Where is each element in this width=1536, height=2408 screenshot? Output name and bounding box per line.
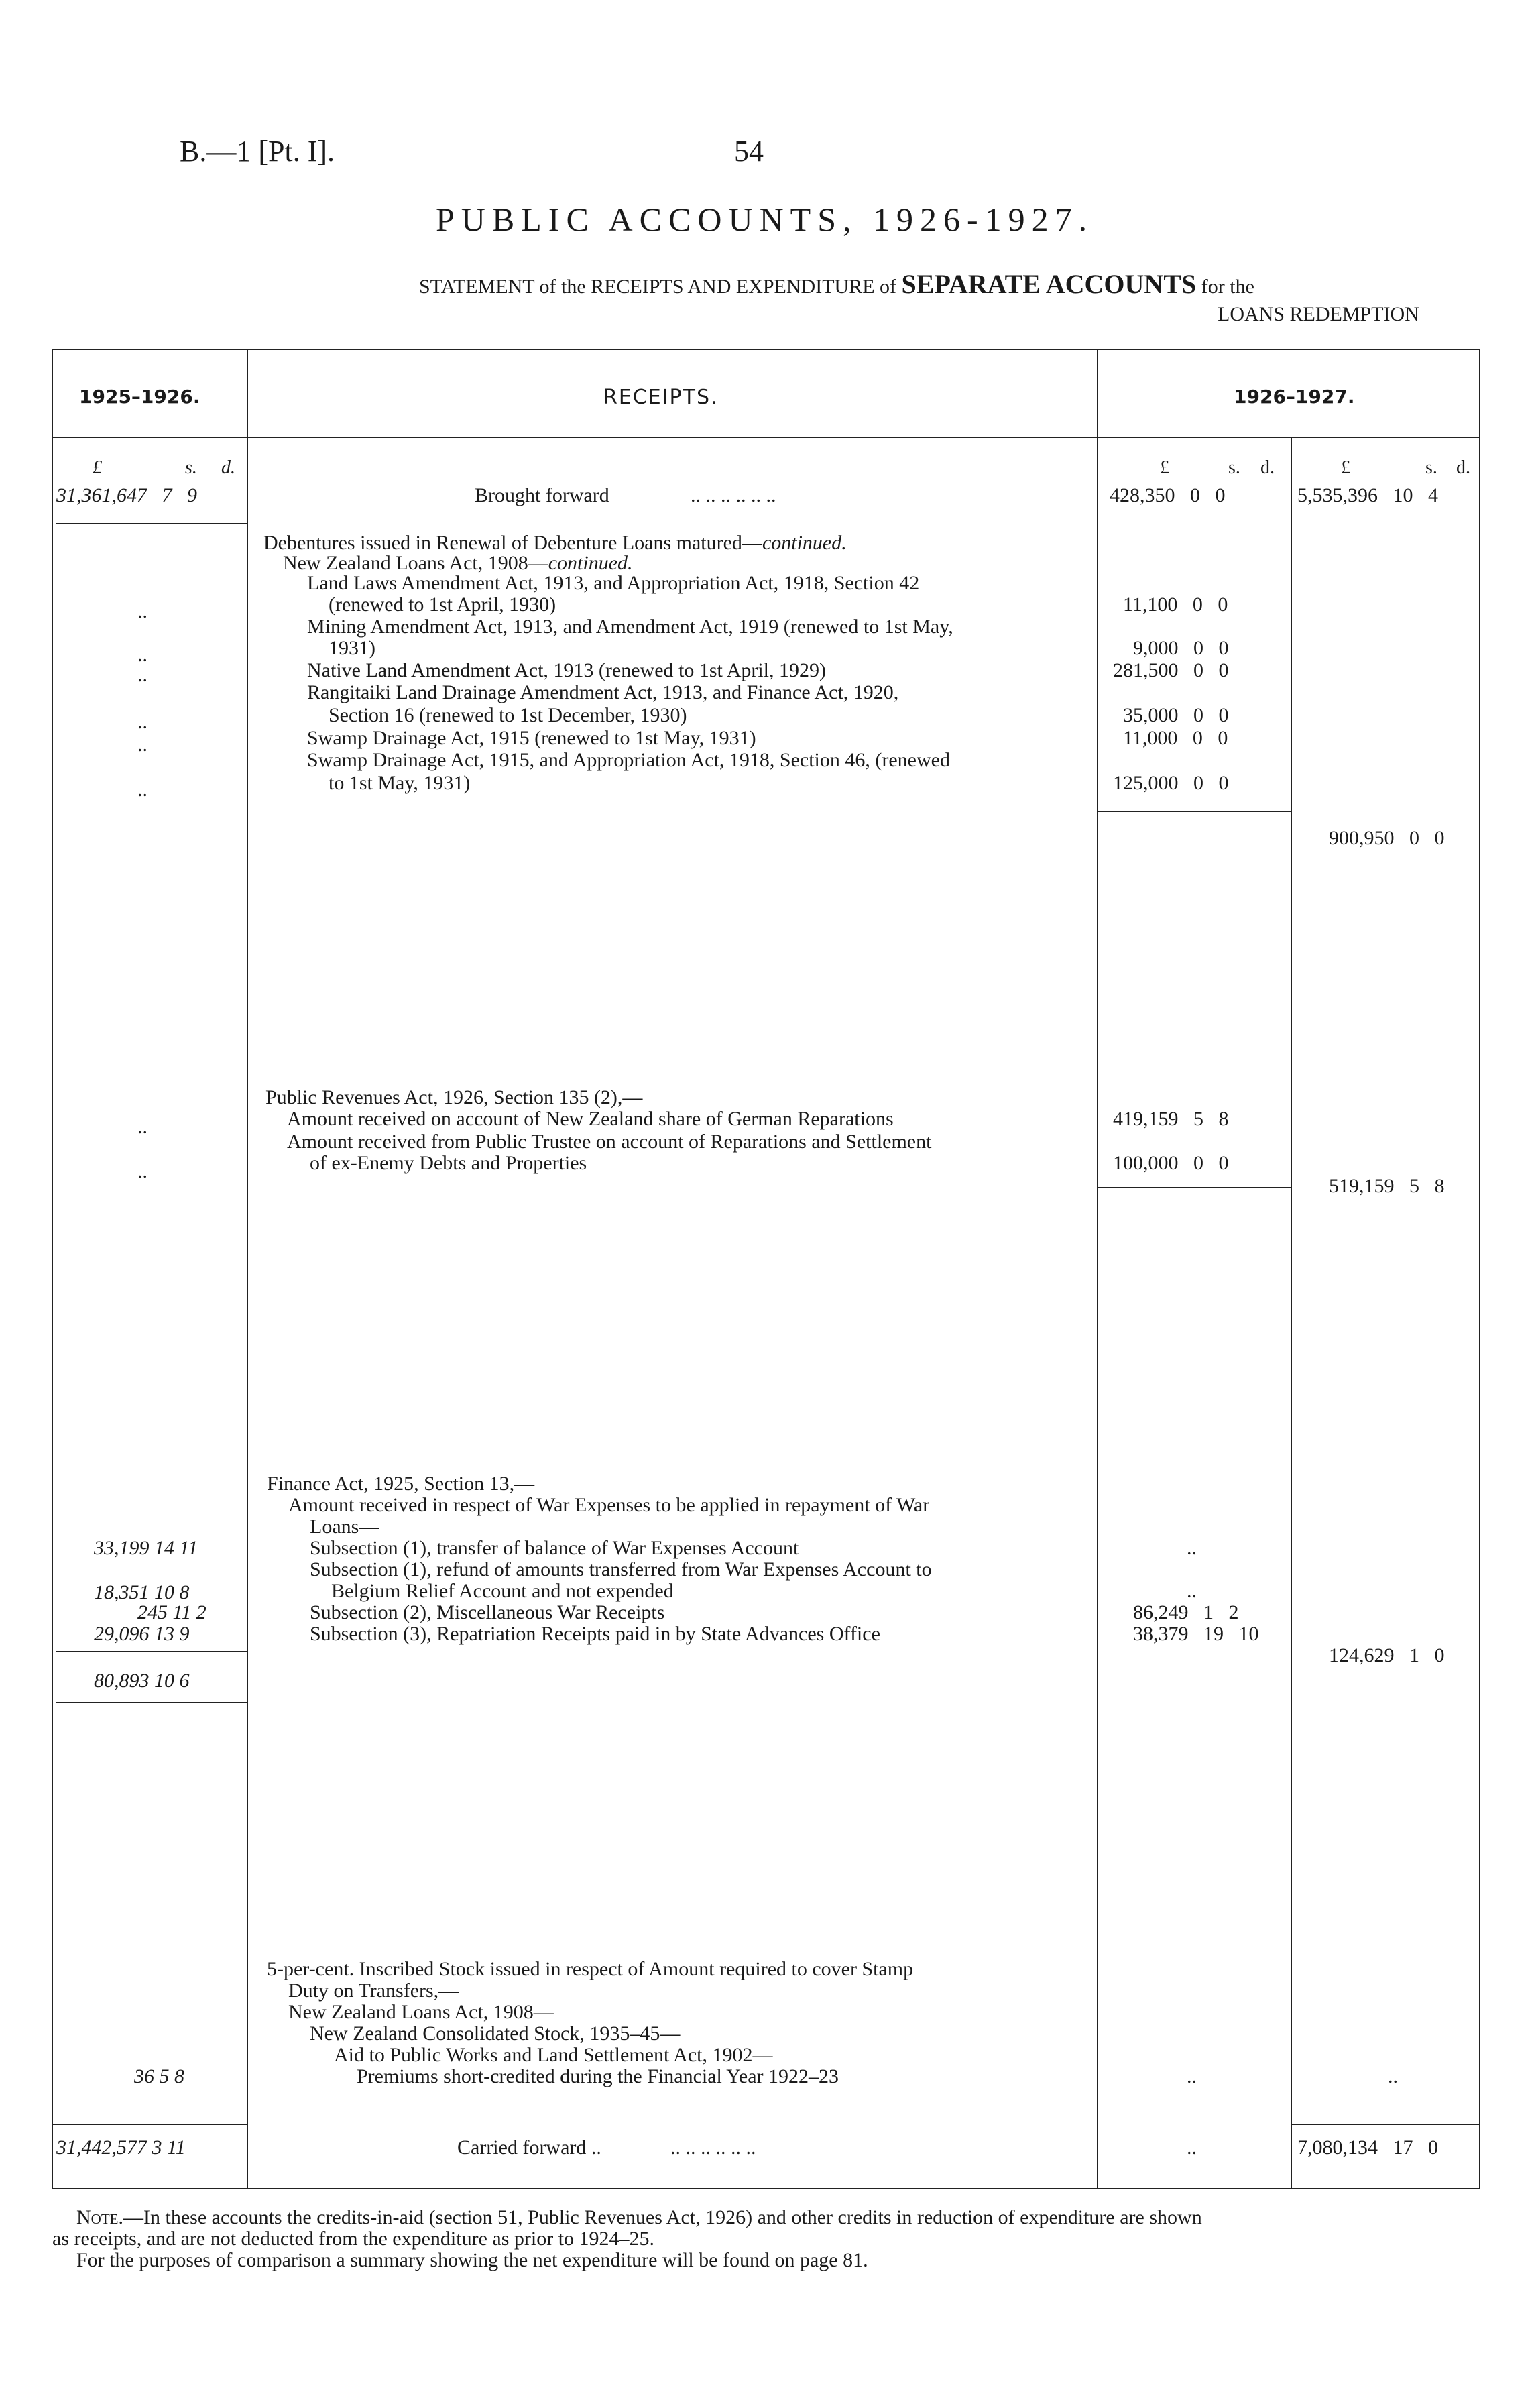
section3-sub-line2: Loans— xyxy=(310,1515,379,1538)
amount-pounds: 125,000 xyxy=(1113,772,1179,794)
section2-total xyxy=(1329,1175,1445,1198)
inner-pence: 0 xyxy=(1215,484,1226,506)
outer-pounds: 7,080,134 xyxy=(1297,2136,1378,2159)
section1-item-1-amount xyxy=(1123,593,1228,616)
col-divider-prev xyxy=(247,349,248,2189)
total-shillings: 5 xyxy=(1409,1175,1419,1197)
carried-forward-prev: 31,442,577 3 11 xyxy=(56,2136,186,2159)
prev-dots: .. xyxy=(137,600,147,622)
amount-pence: 0 xyxy=(1218,593,1228,616)
section1-sub-continued: continued. xyxy=(548,552,633,574)
amount-pence: 0 xyxy=(1218,704,1229,726)
amount-pounds: 11,100 xyxy=(1123,593,1178,616)
brought-forward-outer xyxy=(1297,484,1438,507)
section3-item-1-prev: 33,199 14 11 xyxy=(94,1537,198,1559)
note-line2: as receipts, and are not deducted from the expenditure as prior to 1924–25. xyxy=(52,2228,655,2250)
amount-pounds: 86,249 xyxy=(1133,1601,1189,1623)
section1-item-2-line1: Mining Amendment Act, 1913, and Amendment Act, 1919 (renewed to 1st May, xyxy=(307,616,953,638)
statement-subtitle xyxy=(419,268,1254,300)
amount-shillings: 0 xyxy=(1193,637,1203,659)
col-divider-inner xyxy=(1291,437,1292,2189)
section3-item-3-line1: Subsection (2), Miscellaneous War Receipts xyxy=(310,1601,665,1623)
page-title: PUBLIC ACCOUNTS, 1926-1927. xyxy=(436,200,1094,238)
outer-pounds: 5,535,396 xyxy=(1297,484,1378,506)
section4-line1: 5-per-cent. Inscribed Stock issued in respect of Amount required to cover Stamp xyxy=(267,1958,914,1980)
table-bottom-rule xyxy=(52,2188,1480,2189)
leader-dots: .. .. .. .. .. .. xyxy=(670,2136,756,2159)
section1-subtotal-rule xyxy=(1097,811,1291,812)
section2-item-2-amount xyxy=(1113,1152,1229,1175)
inner-shillings: 0 xyxy=(1190,484,1200,506)
note-line3: For the purposes of comparison a summary showing the net expenditure will be found on page 81. xyxy=(76,2249,868,2271)
section4-outer: .. xyxy=(1388,2065,1398,2087)
outer-currency-pound: £ xyxy=(1341,457,1350,478)
subtitle-prefix: STATEMENT of the RECEIPTS AND EXPENDITURE of xyxy=(419,276,897,298)
amount-shillings: 19 xyxy=(1203,1623,1224,1645)
amount-shillings: 0 xyxy=(1192,593,1203,616)
amount-pounds: 100,000 xyxy=(1113,1152,1179,1174)
section3-item-4-line1: Subsection (3), Repatriation Receipts paid in by State Advances Office xyxy=(310,1623,880,1645)
section4-inner: .. xyxy=(1187,2065,1197,2087)
inner-pounds: 428,350 xyxy=(1110,484,1175,506)
section3-item-4-amount xyxy=(1133,1623,1259,1646)
section1-item-3-line1: Native Land Amendment Act, 1913 (renewed to 1st April, 1929) xyxy=(307,659,827,681)
total-pounds: 124,629 xyxy=(1329,1644,1395,1666)
section3-item-2-prev-b: 245 11 2 xyxy=(137,1601,206,1623)
total-pounds: 900,950 xyxy=(1329,827,1395,849)
prev-dots: .. xyxy=(137,1160,147,1182)
section1-item-5-amount xyxy=(1123,727,1228,750)
statement-subtitle-line2: LOANS REDEMPTION xyxy=(1218,303,1419,325)
section4-line4: New Zealand Consolidated Stock, 1935–45— xyxy=(310,2022,681,2045)
prev-dots: .. xyxy=(137,664,147,686)
carried-forward-outer xyxy=(1297,2136,1438,2159)
total-shillings: 1 xyxy=(1409,1644,1419,1666)
section3-item-2-line1: Subsection (1), refund of amounts transferred from War Expenses Account to xyxy=(310,1558,932,1581)
section3-heading: Finance Act, 1925, Section 13,— xyxy=(267,1473,535,1495)
prev-pence: 9 xyxy=(187,484,197,506)
section1-sub-text: New Zealand Loans Act, 1908— xyxy=(283,552,548,574)
total-pounds: 519,159 xyxy=(1329,1175,1395,1197)
section3-sub-line1: Amount received in respect of War Expenses to be applied in repayment of War xyxy=(288,1494,930,1516)
table-left-rule xyxy=(52,349,53,2189)
section1-heading-continued: continued. xyxy=(762,532,847,554)
section2-heading: Public Revenues Act, 1926, Section 135 (2),— xyxy=(265,1086,643,1108)
prev-dots: .. xyxy=(137,779,147,801)
column-header-curr-year: 1926–1927. xyxy=(1234,386,1355,408)
subtitle-bold: SEPARATE ACCOUNTS xyxy=(901,269,1197,299)
section1-item-3-amount xyxy=(1113,659,1229,682)
prev-dots: .. xyxy=(137,1116,147,1138)
carried-forward-inner: .. xyxy=(1187,2136,1197,2159)
section3-prev-rule-top xyxy=(56,1651,247,1652)
brought-forward-label: Brought forward xyxy=(475,484,609,506)
carried-outer-rule-top xyxy=(1291,2124,1479,2125)
section3-prev-rule-bottom xyxy=(56,1702,247,1703)
section3-item-1-inner: .. xyxy=(1187,1537,1197,1559)
amount-shillings: 0 xyxy=(1193,772,1203,794)
prev-currency-pound: £ xyxy=(93,457,102,478)
header-bottom-rule xyxy=(52,437,1480,438)
amount-pounds: 35,000 xyxy=(1123,704,1179,726)
section1-item-2-amount xyxy=(1133,637,1229,660)
prev-dots: .. xyxy=(137,644,147,666)
brought-forward-inner xyxy=(1110,484,1226,507)
note-text: —In these accounts the credits-in-aid (section 51, Public Revenues Act, 1926) and other credits in reduction of expenditure are shown xyxy=(123,2206,1202,2228)
section1-heading xyxy=(263,532,847,555)
amount-pounds: 9,000 xyxy=(1133,637,1179,659)
outer-shillings: 17 xyxy=(1393,2136,1413,2159)
column-header-prev-year: 1925–1926. xyxy=(79,386,200,408)
prev-rule xyxy=(56,523,247,524)
outer-pence: 4 xyxy=(1428,484,1438,506)
section4-line5: Aid to Public Works and Land Settlement Act, 1902— xyxy=(334,2044,773,2066)
outer-currency-pence: d. xyxy=(1456,457,1470,478)
carried-forward-label: Carried forward .. xyxy=(457,2136,601,2159)
note-line1 xyxy=(76,2206,1202,2229)
page-number: 54 xyxy=(734,135,764,168)
inner-currency-pence: d. xyxy=(1260,457,1275,478)
col-divider-receipts xyxy=(1097,349,1098,2189)
leader-dots: .. .. .. .. .. .. xyxy=(691,484,776,506)
amount-shillings: 5 xyxy=(1193,1108,1203,1130)
section4-line6: Premiums short-credited during the Financial Year 1922–23 xyxy=(357,2065,839,2087)
section3-item-1-line1: Subsection (1), transfer of balance of War Expenses Account xyxy=(310,1537,799,1559)
table-top-rule xyxy=(52,349,1480,350)
section1-item-4-amount xyxy=(1123,704,1229,727)
section3-item-3-amount xyxy=(1133,1601,1239,1624)
total-pence: 8 xyxy=(1434,1175,1445,1197)
section1-total xyxy=(1329,827,1445,850)
section4-prev: 36 5 8 xyxy=(134,2065,184,2087)
amount-shillings: 0 xyxy=(1192,727,1203,749)
amount-pence: 0 xyxy=(1218,772,1229,794)
section3-prev-total: 80,893 10 6 xyxy=(94,1670,190,1692)
amount-pounds: 419,159 xyxy=(1113,1108,1179,1130)
section2-subtotal-rule xyxy=(1097,1187,1291,1188)
prev-dots: .. xyxy=(137,711,147,733)
table-right-rule xyxy=(1479,349,1480,2189)
total-pence: 0 xyxy=(1434,1644,1445,1666)
prev-pounds: 31,361,647 xyxy=(56,484,147,506)
section1-item-2-line2: 1931) xyxy=(329,637,375,659)
section1-heading-text: Debentures issued in Renewal of Debenture Loans matured— xyxy=(263,532,762,554)
amount-pence: 10 xyxy=(1238,1623,1259,1645)
amount-pence: 8 xyxy=(1218,1108,1229,1130)
amount-pounds: 38,379 xyxy=(1133,1623,1189,1645)
section1-item-4-line2: Section 16 (renewed to 1st December, 1930) xyxy=(329,704,687,726)
carried-prev-rule-top xyxy=(52,2124,247,2125)
section1-item-6-amount xyxy=(1113,772,1229,795)
section1-item-6-line2: to 1st May, 1931) xyxy=(329,772,471,794)
section1-item-1-line2: (renewed to 1st April, 1930) xyxy=(329,593,556,616)
amount-pence: 0 xyxy=(1218,637,1229,659)
section3-item-2-prev-a: 18,351 10 8 xyxy=(94,1581,190,1603)
amount-pence: 0 xyxy=(1218,659,1229,681)
total-pence: 0 xyxy=(1434,827,1445,849)
prev-currency-pence: d. xyxy=(221,457,235,478)
amount-shillings: 0 xyxy=(1193,704,1203,726)
section3-item-3-prev: 29,096 13 9 xyxy=(94,1623,190,1645)
note-label: Note. xyxy=(76,2206,123,2228)
amount-pence: 2 xyxy=(1228,1601,1239,1623)
section2-item-2-line2: of ex-Enemy Debts and Properties xyxy=(310,1152,587,1174)
prev-currency-shilling: s. xyxy=(185,457,197,478)
amount-shillings: 0 xyxy=(1193,659,1203,681)
section1-item-1-line1: Land Laws Amendment Act, 1913, and Appropriation Act, 1918, Section 42 xyxy=(307,572,920,594)
section3-total xyxy=(1329,1644,1445,1667)
brought-forward-prev xyxy=(56,484,197,507)
prev-dots: .. xyxy=(137,734,147,756)
section2-item-1-amount xyxy=(1113,1108,1229,1131)
amount-shillings: 0 xyxy=(1193,1152,1203,1174)
section4-line3: New Zealand Loans Act, 1908— xyxy=(288,2001,554,2023)
subtitle-suffix: for the xyxy=(1201,276,1254,298)
section3-item-2-inner: .. xyxy=(1187,1580,1197,1602)
section2-item-2-line1: Amount received from Public Trustee on account of Reparations and Settlement xyxy=(287,1131,932,1153)
section3-item-2-line2: Belgium Relief Account and not expended xyxy=(331,1580,674,1602)
outer-shillings: 10 xyxy=(1393,484,1413,506)
document-reference: B.—1 [Pt. I]. xyxy=(180,135,335,168)
column-header-receipts: RECEIPTS. xyxy=(603,386,719,409)
total-shillings: 0 xyxy=(1409,827,1419,849)
amount-shillings: 1 xyxy=(1203,1601,1214,1623)
section1-item-5-line1: Swamp Drainage Act, 1915 (renewed to 1st May, 1931) xyxy=(307,727,756,749)
section1-item-4-line1: Rangitaiki Land Drainage Amendment Act, 1913, and Finance Act, 1920, xyxy=(307,681,899,703)
amount-pence: 0 xyxy=(1218,727,1228,749)
inner-currency-pound: £ xyxy=(1160,457,1169,478)
section1-sub xyxy=(283,552,633,575)
section2-item-1-line1: Amount received on account of New Zealand share of German Reparations xyxy=(287,1108,894,1130)
inner-currency-shilling: s. xyxy=(1228,457,1240,478)
amount-pounds: 281,500 xyxy=(1113,659,1179,681)
amount-pence: 0 xyxy=(1218,1152,1229,1174)
section4-line2: Duty on Transfers,— xyxy=(288,1980,459,2002)
amount-pounds: 11,000 xyxy=(1123,727,1178,749)
prev-shillings: 7 xyxy=(162,484,172,506)
outer-pence: 0 xyxy=(1428,2136,1438,2159)
outer-currency-shilling: s. xyxy=(1425,457,1437,478)
section1-item-6-line1: Swamp Drainage Act, 1915, and Appropriation Act, 1918, Section 46, (renewed xyxy=(307,749,950,771)
